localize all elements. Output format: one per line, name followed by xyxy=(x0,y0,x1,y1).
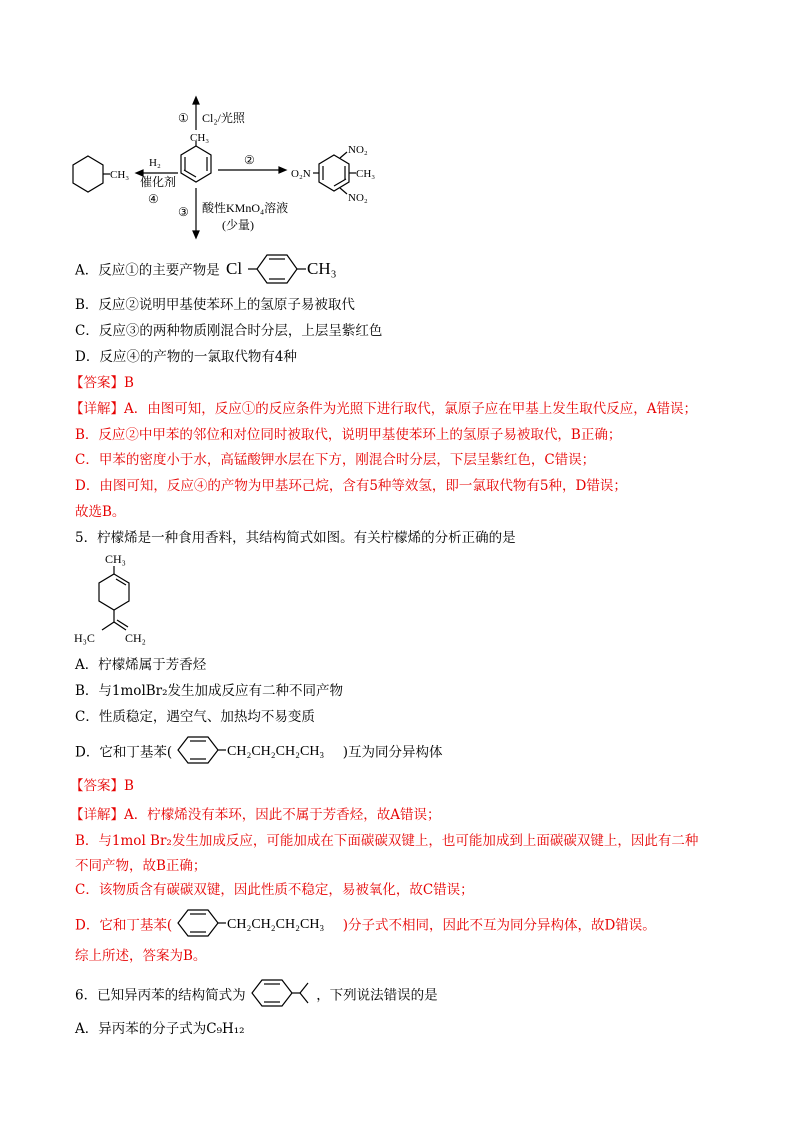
q5-option-a: A．柠檬烯属于芳香烃 xyxy=(75,657,207,673)
reaction-4-reagent-catalyst: 催化剂 xyxy=(140,175,177,189)
tnt-o2n: O₂N xyxy=(291,168,311,180)
q4-explanation-1: 【详解】A．由图可知，反应①的反应条件为光照下进行取代，氯原子应在甲基上发生取代反应，A错误； xyxy=(70,401,697,417)
q5-option-d-prefix: D．它和丁基苯( xyxy=(75,744,173,761)
tnt-no2-top: NO₂ xyxy=(348,144,368,156)
q6-stem xyxy=(75,981,438,1011)
q5-option-c: C．性质稳定，遇空气、加热均不易变质 xyxy=(75,709,315,725)
q5-explanation-2a: B．与1mol Br₂发生加成反应，可能加成在下面碳碳双键上，也可能加成到上面碳碳双键上，因此有二种 xyxy=(75,833,699,849)
q5-explanation-1: 【详解】A．柠檬烯没有苯环，因此不属于芳香烃，故A错误； xyxy=(70,807,441,823)
q6-stem-prefix: 6．已知异丙苯的结构简式为 xyxy=(75,987,246,1004)
tnt-ch3: CH₃ xyxy=(356,168,376,180)
limonene-ch3: CH₃ xyxy=(105,552,126,566)
q4-explanation-2: B．反应②中甲苯的邻位和对位同时被取代，说明甲基使苯环上的氢原子易被取代，B正确； xyxy=(75,427,622,443)
toluene-structure xyxy=(181,141,211,182)
methylcyclohexane-methyl: CH₃ xyxy=(110,169,130,181)
chlorotoluene-cl: Cl xyxy=(226,259,243,278)
q4-explanation-5: 故选B。 xyxy=(75,504,126,520)
reaction-1-reagent: Cl₂/光照 xyxy=(202,111,245,125)
q4-option-c: C．反应③的两种物质刚混合时分层，上层呈紫红色 xyxy=(75,323,383,339)
q5-explanation-4-prefix: D．它和丁基苯( xyxy=(75,917,173,934)
butylbenzene-chain: CH₂CH₂CH₂CH₃ xyxy=(227,744,325,759)
q5-explanation-3: C．该物质含有碳碳双键，因此性质不稳定，易被氧化，故C错误； xyxy=(75,882,474,898)
limonene-h3c: H₃C xyxy=(74,631,95,645)
reaction-scheme xyxy=(60,92,400,242)
chlorotoluene-ch3: CH₃ xyxy=(307,259,337,278)
q5-explanation-4 xyxy=(75,911,656,941)
q4-explanation-4: D．由图可知，反应④的产物为甲基环己烷，含有5种等效氢，即一氯取代物有5种，D错误； xyxy=(75,478,627,494)
butylbenzene-chain-explanation: CH₂CH₂CH₂CH₃ xyxy=(227,917,325,932)
limonene-structure xyxy=(70,550,160,650)
q4-explanation-3: C．甲苯的密度小于水，高锰酸钾水层在下方，刚混合时分层，下层呈紫红色，C错误； xyxy=(75,452,596,468)
limonene-ch2: CH₂ xyxy=(125,631,146,645)
q4-option-b: B．反应②说明甲基使苯环上的氢原子易被取代 xyxy=(75,297,355,313)
q4-option-a-text: A．反应①的主要产物是 xyxy=(75,262,220,279)
reaction-3-reagent: 酸性KMnO₄溶液 xyxy=(202,201,289,215)
q4-option-d: D．反应④的产物的一氯取代物有4种 xyxy=(75,349,297,365)
q4-answer: 【答案】B xyxy=(70,375,134,391)
q5-explanation-4-suffix: )分子式不相同，因此不互为同分异构体，故D错误。 xyxy=(342,917,656,934)
butylbenzene-structure-explanation xyxy=(176,908,338,938)
q5-explanation-2b: 不同产物，故B正确； xyxy=(75,858,207,874)
q5-option-d xyxy=(75,738,442,768)
reaction-2-label: ② xyxy=(244,153,255,167)
reaction-4-reagent-h2: H₂ xyxy=(149,157,161,169)
chlorotoluene-structure xyxy=(224,253,354,285)
methylcyclohexane-structure xyxy=(73,156,110,192)
toluene-methyl: CH₃ xyxy=(190,132,210,144)
q5-answer: 【答案】B xyxy=(70,778,134,794)
reaction-1-label: ① xyxy=(178,111,189,125)
q5-stem: 5．柠檬烯是一种食用香料，其结构简式如图。有关柠檬烯的分析正确的是 xyxy=(75,530,516,546)
q6-option-a: A．异丙苯的分子式为C₉H₁₂ xyxy=(75,1021,245,1037)
arrow-reaction-2 xyxy=(218,167,286,173)
arrow-reaction-1 xyxy=(193,97,199,130)
arrow-reaction-3 xyxy=(193,188,199,238)
butylbenzene-structure xyxy=(176,735,338,765)
q5-option-d-suffix: )互为同分异构体 xyxy=(342,744,443,761)
q5-summary: 综上所述，答案为B。 xyxy=(75,948,207,964)
tnt-structure xyxy=(313,152,356,194)
reaction-3-note: (少量) xyxy=(222,218,254,232)
q6-stem-suffix: ，下列说法错误的是 xyxy=(316,987,438,1004)
q5-option-b: B．与1molBr₂发生加成反应有二种不同产物 xyxy=(75,683,344,699)
cumene-structure xyxy=(250,978,312,1008)
tnt-no2-bottom: NO₂ xyxy=(348,192,368,204)
reaction-3-label: ③ xyxy=(178,205,189,219)
q4-option-a xyxy=(75,255,354,287)
reaction-4-label: ④ xyxy=(148,192,159,206)
